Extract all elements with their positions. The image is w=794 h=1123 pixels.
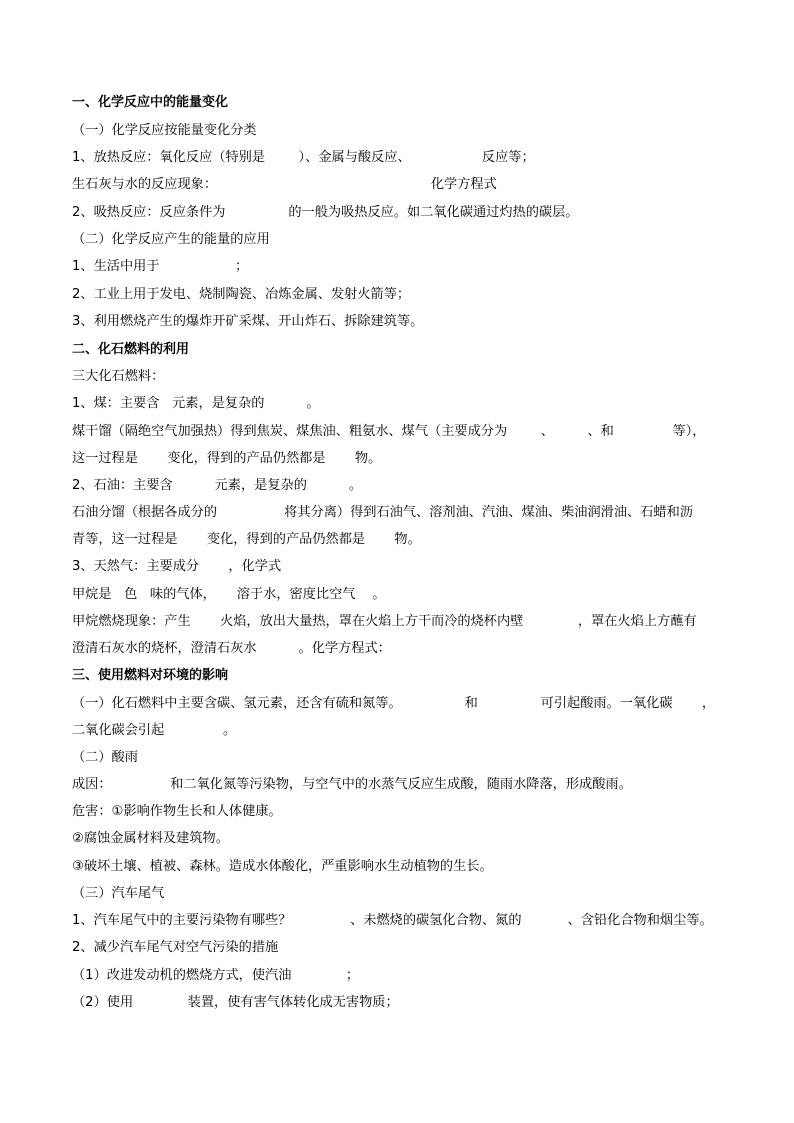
text-line: 1、煤：主要含 元素，是复杂的 。 <box>72 396 320 411</box>
text-line: 生石灰与水的反应现象： 化学方程式 <box>72 177 497 192</box>
text-line: 1、放热反应：氧化反应（特别是 ）、金属与酸反应、 反应等； <box>72 150 535 165</box>
text-line: 三大化石燃料： <box>72 369 165 384</box>
text-line: （2）使用 装置，使有害气体转化成无害物质； <box>72 995 399 1010</box>
heading-environment-impact: 三、使用燃料对环境的影响 <box>72 668 229 683</box>
text-line: 甲烷是 色 味的气体， 溶于水，密度比空气 。 <box>72 587 386 602</box>
heading-energy-change: 一、化学反应中的能量变化 <box>72 95 229 110</box>
subheading-classification: （一）化学反应按能量变化分类 <box>72 123 257 138</box>
text-line: 这一过程是 变化，得到的产品仍然都是 物。 <box>72 451 382 466</box>
text-line: 2、石油：主要含 元素，是复杂的 。 <box>72 478 363 493</box>
text-line: 二氧化碳会引起 。 <box>72 723 237 738</box>
heading-fossil-fuels: 二、化石燃料的利用 <box>72 342 190 357</box>
text-line: ③破坏土壤、植被、森林。造成水体酸化，严重影响水生动植物的生长。 <box>72 859 493 874</box>
subheading-energy-application: （二）化学反应产生的能量的应用 <box>72 232 270 247</box>
text-line: 1、生活中用于 ； <box>72 259 249 274</box>
subheading-vehicle-exhaust: （三）汽车尾气 <box>72 886 165 901</box>
text-line: 2、减少汽车尾气对空气污染的措施 <box>72 940 279 955</box>
text-line: 2、工业上用于发电、烧制陶瓷、冶炼金属、发射火箭等； <box>72 287 411 302</box>
subheading-acid-rain: （二）酸雨 <box>72 750 138 765</box>
text-line: 成因： 和二氧化氮等污染物，与空气中的水蒸气反应生成酸，随雨水降落，形成酸雨。 <box>72 777 632 792</box>
text-line: 3、利用燃烧产生的爆炸开矿采煤、开山炸石、拆除建筑等。 <box>72 314 424 329</box>
text-line: （1）改进发动机的燃烧方式，使汽油 ； <box>72 968 360 983</box>
text-line: 青等，这一过程是 变化，得到的产品仍然都是 物。 <box>72 532 421 547</box>
text-line: 澄清石灰水的烧杯，澄清石灰水 。化学方程式： <box>72 641 391 656</box>
text-line: 危害：①影响作物生长和人体健康。 <box>72 804 282 819</box>
text-line: 1、汽车尾气中的主要污染物有哪些？ 、未燃烧的碳氢化合物、氮的 、含铅化合物和烟尘等。 <box>72 913 713 928</box>
text-line: ②腐蚀金属材料及建筑物。 <box>72 831 229 846</box>
text-line: 2、吸热反应：反应条件为 的一般为吸热反应。如二氧化碳通过灼热的碳层。 <box>72 205 579 220</box>
text-line: 3、天然气：主要成分 ，化学式 <box>72 559 282 574</box>
text-line: 石油分馏（根据各成分的 将其分离）得到石油气、溶剂油、汽油、煤油、柴油润滑油、石蜡和沥 <box>72 505 693 520</box>
text-line: （一）化石燃料中主要含碳、氢元素，还含有硫和氮等。 和 可引起酸雨。一氧化碳 ， <box>72 696 716 711</box>
text-line: 煤干馏（隔绝空气加强热）得到焦炭、煤焦油、粗氨水、煤气（主要成分为 、 、和 等）， <box>72 424 706 439</box>
text-line: 甲烷燃烧现象：产生 火焰，放出大量热，罩在火焰上方干而冷的烧杯内壁 ，罩在火焰上方蘸有 <box>72 614 697 629</box>
